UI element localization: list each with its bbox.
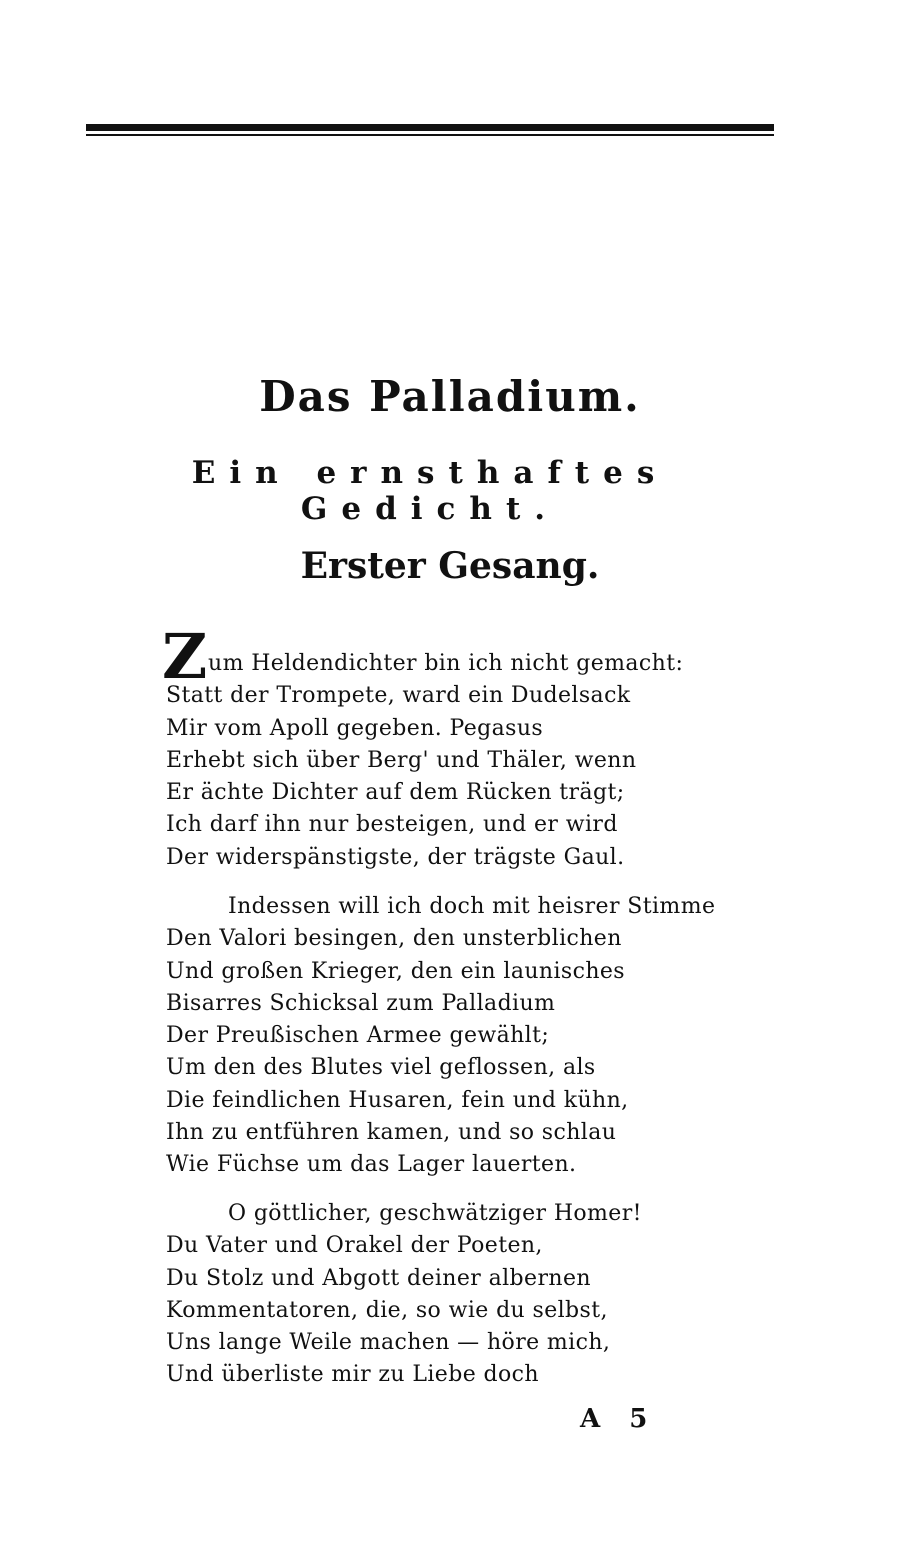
poem-line: Erhebt sich über Berg' und Thäler, wenn <box>166 747 637 773</box>
poem-line: Mir vom Apoll gegeben. Pegasus <box>166 715 544 741</box>
poem-line: Statt der Trompete, ward ein Dudelsack <box>166 683 631 709</box>
page-signature: A 5 <box>580 1404 658 1434</box>
poem-line: Die feindlichen Husaren, fein und kühn, <box>166 1087 629 1113</box>
poem-line: Indessen will ich doch mit heisrer Stimme <box>228 894 716 919</box>
poem-line <box>162 620 726 693</box>
poem-line: Den Valori besingen, den unsterblichen <box>166 926 622 952</box>
poem-line: Der Preußischen Armee gewählt; <box>166 1023 550 1049</box>
stanza-2 <box>166 891 726 1182</box>
poem-line: Bisarres Schicksal zum Palladium <box>166 990 556 1016</box>
stanza-3 <box>166 1198 726 1392</box>
poem-line: Und überliste mir zu Liebe doch <box>166 1362 539 1388</box>
poem-line: Du Stolz und Abgott deiner albernen <box>166 1265 591 1291</box>
poem-line: Du Vater und Orakel der Poeten, <box>166 1233 543 1259</box>
page-title: Das Palladium. <box>259 372 641 421</box>
poem-line: Ich darf ihn nur besteigen, und er wird <box>166 812 618 838</box>
header-rule-thick <box>86 124 774 131</box>
poem-line: O göttlicher, geschwätziger Homer! <box>228 1201 642 1226</box>
poem-line: Und großen Krieger, den ein launisches <box>166 958 626 984</box>
poem-line: Er ächte Dichter auf dem Rücken trägt; <box>166 780 625 806</box>
poem-line: Ihn zu entführen kamen, und so schlau <box>166 1120 617 1146</box>
poem-line: Um den des Blutes viel geflossen, als <box>166 1055 596 1081</box>
poem-line: Wie Füchse um das Lager lauerten. <box>166 1152 577 1178</box>
canto-heading: Erster Gesang. <box>300 545 600 587</box>
stanza-1 <box>162 620 726 874</box>
drop-cap: Z <box>162 620 208 693</box>
poem-line: Kommentatoren, die, so wie du selbst, <box>166 1297 608 1323</box>
page-subtitle: Ein ernsthaftes Gedicht. <box>191 455 669 527</box>
poem-line: Uns lange Weile machen — höre mich, <box>166 1330 611 1356</box>
poem-line: Der widerspänstigste, der trägste Gaul. <box>166 844 625 870</box>
header-rule-thin <box>86 134 774 136</box>
poem-line-text: um Heldendichter bin ich nicht gemacht: <box>208 651 684 676</box>
